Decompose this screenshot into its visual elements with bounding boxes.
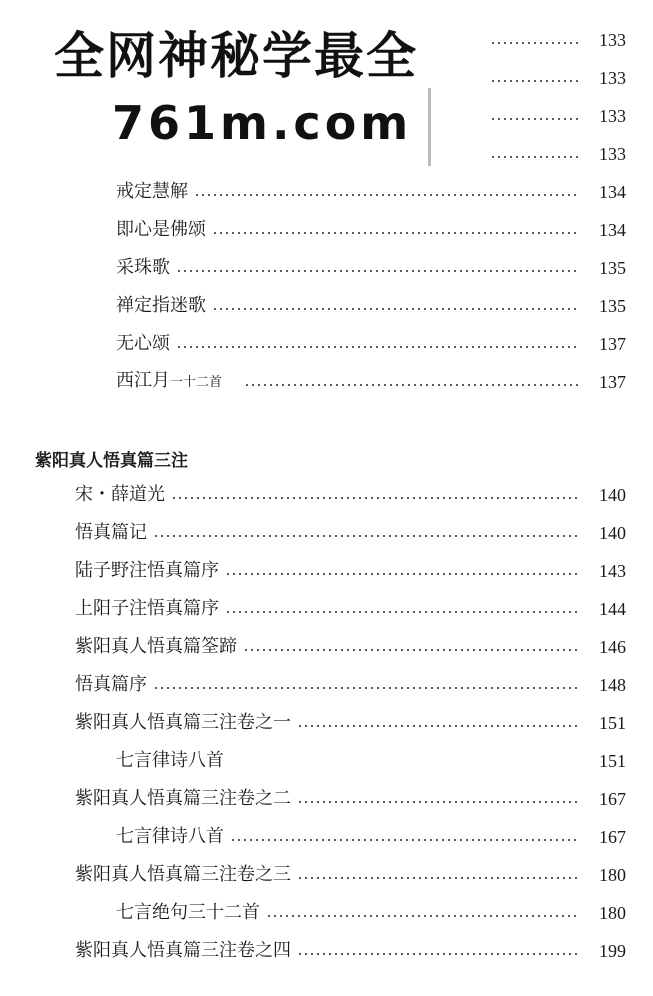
watermark-text-line1: 全网神秘学最全	[54, 27, 418, 85]
dot-leader	[297, 801, 580, 803]
toc-entry-title: 采珠歌	[116, 257, 170, 278]
toc-entry-title: 悟真篇记	[75, 522, 147, 543]
toc-entry	[490, 139, 626, 169]
toc-entry-title: 紫阳真人悟真篇三注卷之四	[75, 940, 291, 961]
dot-leader	[225, 611, 580, 613]
dot-leader	[171, 497, 580, 499]
toc-page-number: 148	[599, 675, 626, 695]
toc-entry	[75, 480, 626, 510]
toc-page-number: 167	[599, 827, 626, 847]
toc-entry	[75, 670, 626, 700]
toc-entry	[116, 822, 626, 852]
toc-page-number: 133	[599, 106, 626, 126]
toc-page-number: 137	[599, 372, 626, 392]
toc-page-number: 134	[599, 220, 626, 240]
toc-page-number: 135	[599, 258, 626, 278]
toc-page-number: 133	[599, 144, 626, 164]
dot-leader	[194, 194, 580, 196]
toc-entry-title: 七言律诗八首	[116, 826, 224, 847]
toc-page-number: 167	[599, 789, 626, 809]
toc-entry	[75, 708, 626, 738]
toc-entry	[75, 860, 626, 890]
toc-entry	[116, 215, 626, 245]
toc-entry	[116, 329, 626, 359]
watermark-logo	[40, 12, 490, 162]
toc-page-number: 180	[599, 903, 626, 923]
toc-entry-title: 宋・薛道光	[75, 484, 165, 505]
toc-entry-title: 陆子野注悟真篇序	[75, 560, 219, 581]
toc-page-number: 180	[599, 865, 626, 885]
toc-entry-title: 禅定指迷歌	[116, 295, 206, 316]
toc-page-number: 199	[599, 941, 626, 961]
dot-leader	[230, 839, 580, 841]
toc-entry	[75, 556, 626, 586]
toc-page-number: 151	[599, 751, 626, 771]
toc-entry	[116, 291, 626, 321]
toc-entry	[75, 784, 626, 814]
dot-leader	[176, 346, 580, 348]
dot-leader	[297, 953, 580, 955]
toc-entry-title: 紫阳真人悟真篇三注卷之一	[75, 712, 291, 733]
toc-page-number: 133	[599, 30, 626, 50]
dot-leader	[490, 118, 580, 120]
toc-entry	[75, 594, 626, 624]
dot-leader	[490, 42, 580, 44]
dot-leader	[153, 687, 580, 689]
toc-page-number: 133	[599, 68, 626, 88]
toc-entry	[75, 632, 626, 662]
dot-leader	[297, 877, 580, 879]
toc-entry	[490, 101, 626, 131]
dot-leader	[297, 725, 580, 727]
dot-leader	[176, 270, 580, 272]
toc-page-number: 140	[599, 485, 626, 505]
toc-entry-title: 七言律诗八首	[116, 750, 224, 771]
toc-entry-note: 一十二首	[170, 375, 223, 390]
toc-entry-title	[116, 366, 228, 398]
dot-leader	[212, 308, 580, 310]
toc-entry-title-main: 西江月	[116, 370, 170, 391]
toc-entry	[116, 898, 626, 928]
toc-page-number: 137	[599, 334, 626, 354]
toc-entry-title: 七言绝句三十二首	[116, 902, 260, 923]
dot-leader	[490, 156, 580, 158]
dot-leader	[266, 915, 580, 917]
toc-page-number: 146	[599, 637, 626, 657]
toc-entry-title: 无心颂	[116, 333, 170, 354]
toc-entry-title: 紫阳真人悟真篇三注卷之三	[75, 864, 291, 885]
toc-entry	[116, 746, 626, 776]
watermark-text-line2: 761m.com	[112, 96, 413, 150]
toc-entry	[116, 177, 626, 207]
dot-leader	[225, 573, 580, 575]
toc-page-number: 151	[599, 713, 626, 733]
toc-entry	[490, 63, 626, 93]
toc-entry-title: 紫阳真人悟真篇筌蹄	[75, 636, 237, 657]
dot-leader	[153, 535, 580, 537]
watermark-divider	[428, 88, 431, 166]
toc-page-number: 143	[599, 561, 626, 581]
toc-page-number: 135	[599, 296, 626, 316]
toc-entry	[116, 367, 626, 397]
toc-page-number: 134	[599, 182, 626, 202]
toc-entry-title: 上阳子注悟真篇序	[75, 598, 219, 619]
section-heading: 紫阳真人悟真篇三注	[35, 451, 188, 471]
toc-page-number: 140	[599, 523, 626, 543]
dot-leader	[243, 649, 580, 651]
dot-leader	[212, 232, 580, 234]
toc-entry	[490, 25, 626, 55]
toc-entry	[116, 253, 626, 283]
dot-leader	[490, 80, 580, 82]
toc-entry-title: 戒定慧解	[116, 181, 188, 202]
toc-entry	[75, 936, 626, 966]
toc-entry-title: 即心是佛颂	[116, 219, 206, 240]
dot-leader	[244, 384, 580, 386]
toc-entry-title: 紫阳真人悟真篇三注卷之二	[75, 788, 291, 809]
toc-page-number: 144	[599, 599, 626, 619]
toc-entry-title: 悟真篇序	[75, 674, 147, 695]
toc-entry	[75, 518, 626, 548]
